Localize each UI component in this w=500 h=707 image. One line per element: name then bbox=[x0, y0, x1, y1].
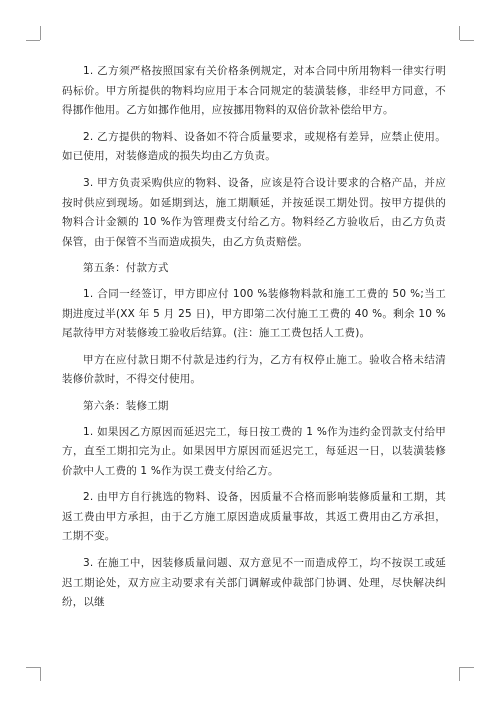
article-6-heading: 第六条：装修工期 bbox=[83, 399, 169, 412]
crop-mark-top-left-horizontal bbox=[26, 40, 40, 41]
crop-mark-top-left-vertical bbox=[40, 26, 41, 40]
paragraph-schedule-1: 1. 如果因乙方原因而延迟完工，每日按工费的 1 %作为违约金罚款支付给甲方，直至工期扣完为止。如果因甲方原因而延迟完工，每延迟一日，以装潢装修价款中人工费的 1 %作为误工费支付给乙方。 bbox=[62, 425, 446, 477]
paragraph-clause-3: 3. 甲方负责采购供应的物料、设备，应该是符合设计要求的合格产品，并应按时供应到现场。如延期到达，施工期顺延，并按延误工期处罚。按甲方提供的物料合计金额的 10 %作为管理费支付给乙方。物料经乙方验收后，由乙方负责保管，由于保管不当而造成损失，由乙方负责赔偿。 bbox=[62, 176, 446, 248]
paragraph-schedule-2: 2. 由甲方自行挑选的物料、设备，因质量不合格而影响装修质量和工期，其返工费由甲方承担，由于乙方施工原因造成质量事故，其返工费用由乙方承担，工期不变。 bbox=[62, 491, 446, 543]
paragraph-payment-1: 1. 合同一经签订，甲方即应付 100 %装修物料款和施工工费的 50 %;当工期进度过半(XX 年 5 月 25 日)，甲方即第二次付施工工费的 40 %。剩余 10 %尾款待甲方对装修竣工验收后结算。(注：施工工费包括人工费)。 bbox=[62, 287, 446, 340]
paragraph-payment-default: 甲方在应付款日期不付款是违约行为，乙方有权停止施工。验收合格未结清装修价款时，不得交付使用。 bbox=[62, 353, 446, 386]
paragraph-clause-1: 1. 乙方须严格按照国家有关价格条例规定，对本合同中所用物料一律实行明码标价。甲方所提供的物料均应用于本合同规定的装潢装修，非经甲方同意，不得挪作他用。乙方如挪作他用，应按挪用物料的双倍价款补偿给甲方。 bbox=[62, 65, 446, 117]
crop-mark-bottom-left-vertical bbox=[40, 667, 41, 681]
paragraph-clause-2: 2. 乙方提供的物料、设备如不符合质量要求，或规格有差异，应禁止使用。如已使用，对装修造成的损失均由乙方负责。 bbox=[62, 130, 446, 163]
crop-mark-top-right-horizontal bbox=[460, 40, 474, 41]
document-body bbox=[62, 62, 446, 620]
article-5-heading: 第五条：付款方式 bbox=[83, 262, 169, 275]
paragraph-schedule-3: 3. 在施工中，因装修质量问题、双方意见不一而造成停工，均不按误工或延迟工期论处，双方应主动要求有关部门调解或仲裁部门协调、处理，尽快解决纠纷，以继 bbox=[62, 557, 446, 609]
crop-mark-bottom-right-horizontal bbox=[460, 667, 474, 668]
crop-mark-bottom-right-vertical bbox=[459, 667, 460, 681]
crop-mark-bottom-left-horizontal bbox=[26, 667, 40, 668]
crop-mark-top-right-vertical bbox=[459, 26, 460, 40]
